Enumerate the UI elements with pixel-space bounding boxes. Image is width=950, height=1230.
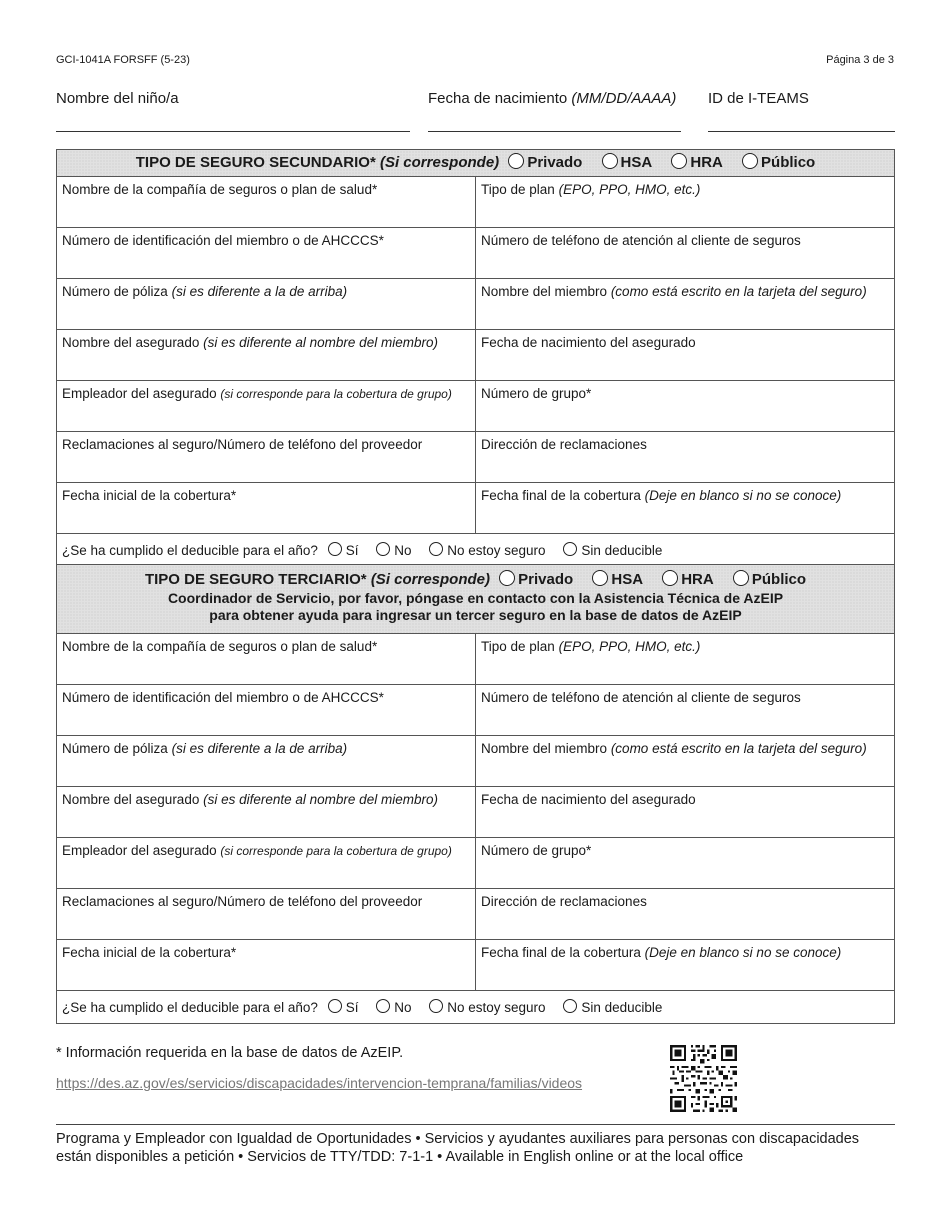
tertiary-group-number-field[interactable]: Número de grupo* <box>476 838 895 889</box>
secondary-header: TIPO DE SEGURO SECUNDARIO* (Si corresponde) Privado HSA HRA Público <box>57 150 895 177</box>
tertiary-note-line2: para obtener ayuda para ingresar un tercer seguro en la base de datos de AzEIP <box>209 607 742 624</box>
tertiary-note-line1: Coordinador de Servicio, por favor, póngase en contacto con la Asistencia Técnica de AzEIP <box>167 590 784 607</box>
required-info-note: * Información requerida en la base de datos de AzEIP. <box>56 1045 404 1061</box>
secondary-insured-dob-field[interactable]: Fecha de nacimiento del asegurado <box>476 330 895 381</box>
secondary-group-number-field[interactable]: Número de grupo* <box>476 381 895 432</box>
tertiary-deductible-yes-radio[interactable] <box>328 999 342 1013</box>
tertiary-deductible-row: ¿Se ha cumplido el deducible para el año? Sí No No estoy seguro Sin deducible <box>57 991 895 1024</box>
secondary-phone-field[interactable]: Número de teléfono de atención al cliente de seguros <box>476 228 895 279</box>
child-name-field[interactable] <box>56 131 410 132</box>
secondary-deductible-none-radio[interactable] <box>563 542 577 556</box>
secondary-member-name-field[interactable]: Nombre del miembro (como está escrito en la tarjeta del seguro) <box>476 279 895 330</box>
tertiary-company-field[interactable]: Nombre de la compañía de seguros o plan de salud* <box>57 634 476 685</box>
footer-divider <box>56 1124 895 1125</box>
secondary-insured-name-field[interactable]: Nombre del asegurado (si es diferente al nombre del miembro) <box>57 330 476 381</box>
equal-opportunity-statement: Programa y Empleador con Igualdad de Oportunidades • Servicios y ayudantes auxiliares para personas con discapacidades están disponibles a petición • Servicios de TTY/TDD: 7-1-1 • Available in English online or at the local office <box>56 1131 860 1166</box>
secondary-deductible-unsure-radio[interactable] <box>429 542 443 556</box>
secondary-plan-type-field[interactable]: Tipo de plan (EPO, PPO, HMO, etc.) <box>476 177 895 228</box>
secondary-deductible-row: ¿Se ha cumplido el deducible para el año? Sí No No estoy seguro Sin deducible <box>57 534 895 567</box>
tertiary-hsa-radio[interactable] <box>592 570 608 586</box>
tertiary-plan-type-field[interactable]: Tipo de plan (EPO, PPO, HMO, etc.) <box>476 634 895 685</box>
dob-label: Fecha de nacimiento (MM/DD/AAAA) <box>428 90 677 107</box>
dob-field[interactable] <box>428 131 681 132</box>
secondary-end-date-field[interactable]: Fecha final de la cobertura (Deje en blanco si no se conoce) <box>476 483 895 534</box>
tertiary-header: TIPO DE SEGURO TERCIARIO* (Si corresponde) Privado HSA HRA Público Coordinador de Servicio, por favor, póngase en contacto con la Asistencia Técnica de AzEIP para obtener ayuda para ingresar un tercer seguro en la base de datos de AzEIP <box>57 565 895 634</box>
child-name-label: Nombre del niño/a <box>56 90 179 107</box>
tertiary-deductible-none-radio[interactable] <box>563 999 577 1013</box>
tertiary-private-radio[interactable] <box>499 570 515 586</box>
secondary-private-radio[interactable] <box>508 153 524 169</box>
secondary-start-date-field[interactable]: Fecha inicial de la cobertura* <box>57 483 476 534</box>
tertiary-public-radio[interactable] <box>733 570 749 586</box>
tertiary-phone-field[interactable]: Número de teléfono de atención al cliente de seguros <box>476 685 895 736</box>
tertiary-insured-name-field[interactable]: Nombre del asegurado (si es diferente al nombre del miembro) <box>57 787 476 838</box>
secondary-member-id-field[interactable]: Número de identificación del miembro o de AHCCCS* <box>57 228 476 279</box>
tertiary-start-date-field[interactable]: Fecha inicial de la cobertura* <box>57 940 476 991</box>
videos-link[interactable]: https://des.az.gov/es/servicios/discapacidades/intervencion-temprana/familias/videos <box>56 1075 583 1091</box>
tertiary-insured-dob-field[interactable]: Fecha de nacimiento del asegurado <box>476 787 895 838</box>
secondary-public-radio[interactable] <box>742 153 758 169</box>
tertiary-member-name-field[interactable]: Nombre del miembro (como está escrito en la tarjeta del seguro) <box>476 736 895 787</box>
iteams-label: ID de I-TEAMS <box>708 90 809 107</box>
secondary-claims-address-field[interactable]: Dirección de reclamaciones <box>476 432 895 483</box>
secondary-insurance-table <box>56 149 895 567</box>
tertiary-policy-field[interactable]: Número de póliza (si es diferente a la de arriba) <box>57 736 476 787</box>
tertiary-insurance-table <box>56 564 895 1024</box>
secondary-hsa-radio[interactable] <box>602 153 618 169</box>
tertiary-deductible-unsure-radio[interactable] <box>429 999 443 1013</box>
secondary-deductible-yes-radio[interactable] <box>328 542 342 556</box>
secondary-hra-radio[interactable] <box>671 153 687 169</box>
tertiary-hra-radio[interactable] <box>662 570 678 586</box>
tertiary-member-id-field[interactable]: Número de identificación del miembro o de AHCCCS* <box>57 685 476 736</box>
secondary-company-field[interactable]: Nombre de la compañía de seguros o plan de salud* <box>57 177 476 228</box>
secondary-deductible-no-radio[interactable] <box>376 542 390 556</box>
tertiary-end-date-field[interactable]: Fecha final de la cobertura (Deje en blanco si no se conoce) <box>476 940 895 991</box>
secondary-policy-field[interactable]: Número de póliza (si es diferente a la de arriba) <box>57 279 476 330</box>
secondary-claims-phone-field[interactable]: Reclamaciones al seguro/Número de teléfono del proveedor <box>57 432 476 483</box>
dob-format: (MM/DD/AAAA) <box>571 90 677 107</box>
page-number: Página 3 de 3 <box>826 54 894 66</box>
iteams-field[interactable] <box>708 131 895 132</box>
form-code: GCI-1041A FORSFF (5-23) <box>56 54 190 66</box>
qr-code-icon <box>670 1045 737 1112</box>
tertiary-claims-phone-field[interactable]: Reclamaciones al seguro/Número de teléfono del proveedor <box>57 889 476 940</box>
tertiary-deductible-no-radio[interactable] <box>376 999 390 1013</box>
tertiary-employer-field[interactable]: Empleador del asegurado (si corresponde para la cobertura de grupo) <box>57 838 476 889</box>
secondary-employer-field[interactable]: Empleador del asegurado (si corresponde para la cobertura de grupo) <box>57 381 476 432</box>
tertiary-claims-address-field[interactable]: Dirección de reclamaciones <box>476 889 895 940</box>
